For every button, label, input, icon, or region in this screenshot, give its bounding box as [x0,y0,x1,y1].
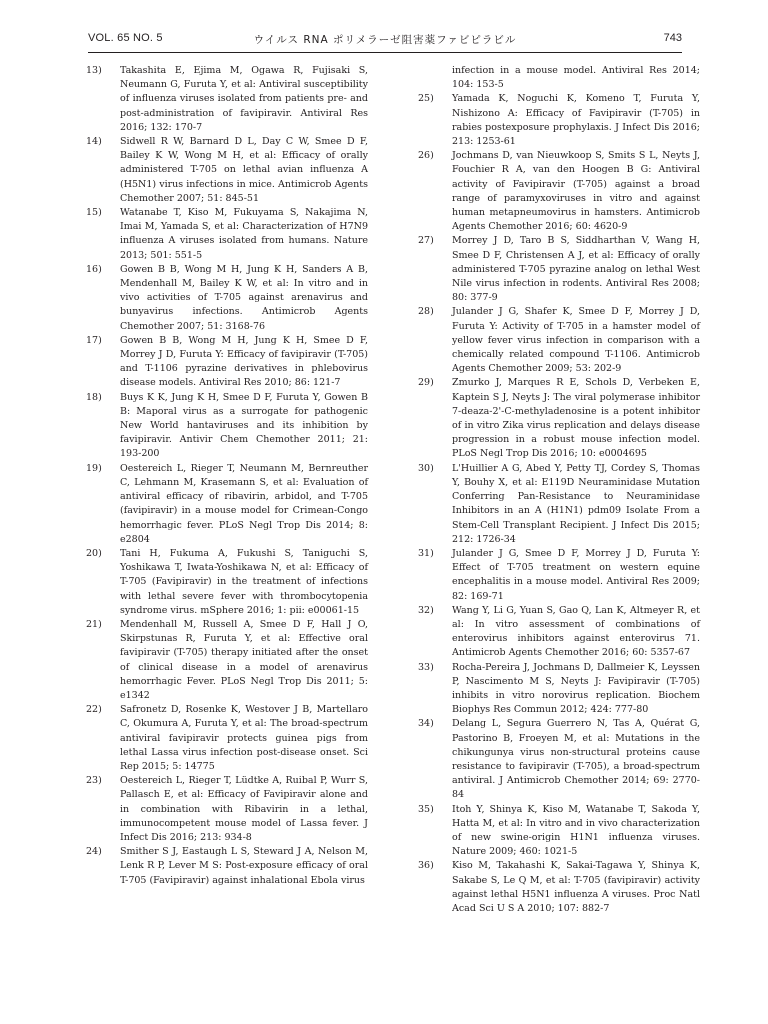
reference-number: 21) [86,618,102,630]
reference-text: Gowen B B, Wong M H, Jung K H, Sanders A B, Mendenhall M, Bailey K W, et al: In vitro and in vivo activities of T-705 against arenavirus and bunyavirus infections. Antimicrob Agents Chemother 2007; 51: 3168-76 [120,263,368,332]
reference-item [418,234,700,305]
reference-item [418,717,700,802]
reference-text: Buys K K, Jung K H, Smee D F, Furuta Y, Gowen B B: Maporal virus as a surrogate for pathogenic New World hantaviruses and its inhibition by favipiravir. Antivir Chem Chemother 2011; 21: 193-200 [120,391,368,460]
reference-number: 19) [86,462,102,474]
reference-item [418,149,700,234]
reference-item [418,376,700,461]
reference-text: L'Huillier A G, Abed Y, Petty TJ, Cordey S, Thomas Y, Bouhy X, et al: E119D Neuraminidase Mutation Conferring Pan-Resistance to Neuraminidase Inhibitors in an A (H1N1) pdm09 Isolate From a Stem-Cell Transplant Recipient. J Infect Dis 2015; 212: 1726-34 [452,462,700,545]
reference-text: Oestereich L, Rieger T, Lüdtke A, Ruibal P, Wurr S, Pallasch E, et al: Efficacy of Favipiravir alone and in combination with Ribavirin in a lethal, immunocompetent mouse model of Lassa fever. J Infect Dis 2016; 213: 934-8 [120,775,368,843]
reference-item [418,803,700,860]
reference-number: 20) [86,547,102,559]
reference-item [86,462,368,547]
reference-number: 34) [418,718,434,730]
reference-item [418,305,700,376]
reference-item [418,92,700,149]
reference-list-right [418,92,700,916]
reference-number: 16) [86,263,102,275]
reference-text: Gowen B B, Wong M H, Jung K H, Smee D F, Morrey J D, Furuta Y: Efficacy of favipiravir (T-705) and T-1106 pyrazine derivatives in phlebovirus disease models. Antiviral Res 2010; 86: 121-7 [120,334,368,389]
reference-number: 33) [418,661,434,673]
reference-item [86,618,368,703]
reference-text: Wang Y, Li G, Yuan S, Gao Q, Lan K, Altmeyer R, et al: In vitro assessment of combinations of enterovirus inhibitors against enterovirus 71. Antimicrob Agents Chemother 2016; 60: 5357-67 [452,604,700,659]
reference-column-left [86,64,368,888]
reference-item [86,845,368,888]
reference-number: 32) [418,604,434,616]
reference-number: 36) [418,860,434,872]
volume-label: VOL. 65 NO. 5 [88,32,163,44]
reference-continuation: infection in a mouse model. Antiviral Res 2014; 104: 153-5 [452,65,700,91]
reference-number: 29) [418,377,434,389]
reference-text: Rocha-Pereira J, Jochmans D, Dallmeier K, Leyssen P, Nascimento M S, Neyts J: Favipiravir (T-705) inhibits in vitro norovirus replication. Biochem Biophys Res Commun 2012; 424: 777-80 [452,661,700,716]
reference-item [418,859,700,916]
reference-text: Watanabe T, Kiso M, Fukuyama S, Nakajima N, Imai M, Yamada S, et al: Characterization of H7N9 influenza A viruses isolated from humans. Nature 2013; 501: 551-5 [120,207,368,261]
reference-item [86,703,368,774]
page-number: 743 [663,32,682,44]
reference-number: 30) [418,462,434,474]
reference-number: 28) [418,306,434,318]
reference-column-right [418,64,700,916]
reference-text: Yamada K, Noguchi K, Komeno T, Furuta Y, Nishizono A: Efficacy of Favipiravir (T-705) in rabies postexposure prophylaxis. J Infect Dis 2016; 213: 1253-61 [452,93,700,148]
reference-number: 18) [86,391,102,403]
reference-text: Takashita E, Ejima M, Ogawa R, Fujisaki S, Neumann G, Furuta Y, et al: Antiviral susceptibility of influenza viruses isolated from patients pre- and post-administration of favipiravir. Antiviral Res 2016; 132: 170-7 [120,65,368,133]
reference-item [86,263,368,334]
reference-number: 13) [86,65,102,76]
reference-text: Smither S J, Eastaugh L S, Steward J A, Nelson M, Lenk R P, Lever M S: Post-exposure efficacy of oral T-705 (Favipiravir) against inhalational Ebola virus [120,846,368,886]
reference-item [418,547,700,604]
reference-item [86,547,368,618]
reference-number: 25) [418,93,434,105]
reference-number: 14) [86,136,102,148]
reference-number: 24) [86,846,102,858]
reference-number: 17) [86,334,102,346]
reference-item [86,206,368,263]
reference-text: Jochmans D, van Nieuwkoop S, Smits S L, Neyts J, Fouchier R A, van den Hoogen B G: Antiviral activity of Favipiravir (T-705) against a broad range of paramyxoviruses in vitro and against human metapneumovirus in hamsters. Antimicrob Agents Chemother 2016; 60: 4620-9 [452,150,700,233]
reference-text: Mendenhall M, Russell A, Smee D F, Hall J O, Skirpstunas R, Furuta Y, et al: Effective oral favipiravir (T-705) therapy initiated after the onset of clinical disease in a model of arenavirus hemorrhagic Fever. PLoS Negl Trop Dis 2011; 5: e1342 [120,618,368,701]
reference-text: Morrey J D, Taro B S, Siddharthan V, Wang H, Smee D F, Christensen A J, et al: Efficacy of orally administered T-705 pyrazine analog on lethal West Nile virus infection in rodents. Antiviral Res 2008; 80: 377-9 [452,235,700,304]
reference-number: 27) [418,235,434,247]
reference-text: Safronetz D, Rosenke K, Westover J B, Martellaro C, Okumura A, Furuta Y, et al: The broad-spectrum antiviral favipiravir protects guinea pigs from lethal Lassa virus infection post-disease onset. Sci Rep 2015; 5: 14775 [120,704,368,772]
reference-number: 35) [418,803,434,815]
reference-item [418,661,700,718]
reference-number: 23) [86,775,102,787]
reference-item [86,774,368,845]
reference-text: Tani H, Fukuma A, Fukushi S, Taniguchi S, Yoshikawa T, Iwata-Yoshikawa N, et al: Efficacy of T-705 (Favipiravir) in the treatment of infections with lethal severe fever with thrombocytopenia syndrome virus. mSphere 2016; 1: pii: e00061-15 [120,547,368,616]
reference-text: Delang L, Segura Guerrero N, Tas A, Quérat G, Pastorino B, Froeyen M, et al: Mutations in the chikungunya virus non-structural proteins cause resistance to favipiravir (T-705), a broad-spectrum antiviral. J Antimicrob Chemother 2014; 69: 2770-84 [452,718,700,801]
reference-text: Sidwell R W, Barnard D L, Day C W, Smee D F, Bailey K W, Wong M H, et al: Efficacy of orally administered T-705 on lethal avian influenza A (H5N1) virus infections in mice. Antimicrob Agents Chemother 2007; 51: 845-51 [120,136,368,204]
running-title: ウイルス RNA ポリメラーゼ阻害薬ファビピラビル [253,34,517,46]
running-header [88,30,682,53]
reference-text: Oestereich L, Rieger T, Neumann M, Bernreuther C, Lehmann M, Krasemann S, et al: Evaluation of antiviral efficacy of ribavirin, arbidol, and T-705 (favipiravir) in a mouse model for Crimean-Congo hemorrhagic fever. PLoS Negl Trop Dis 2014; 8: e2804 [120,462,368,545]
reference-number: 22) [86,704,102,716]
reference-text: Zmurko J, Marques R E, Schols D, Verbeken E, Kaptein S J, Neyts J: The viral polymerase inhibitor 7-deaza-2'-C-methyladenosine is a potent inhibitor of in vitro Zika virus replication and delays disease progression in a robust mouse infection model. PLoS Negl Trop Dis 2016; 10: e0004695 [452,377,700,460]
reference-item [418,604,700,661]
reference-text: Itoh Y, Shinya K, Kiso M, Watanabe T, Sakoda Y, Hatta M, et al: In vitro and in vivo characterization of new swine-origin H1N1 influenza viruses. Nature 2009; 460: 1021-5 [452,803,700,858]
reference-item [86,334,368,391]
reference-item [86,135,368,206]
reference-number: 26) [418,150,434,162]
reference-text: Julander J G, Smee D F, Morrey J D, Furuta Y: Effect of T-705 treatment on western equine encephalitis in a mouse model. Antiviral Res 2009; 82: 169-71 [452,547,700,602]
reference-number: 15) [86,207,102,219]
reference-item [86,64,368,135]
reference-item [86,391,368,462]
reference-text: Julander J G, Shafer K, Smee D F, Morrey J D, Furuta Y: Activity of T-705 in a hamster model of yellow fever virus infection in comparison with a chemically related compound T-1106. Antimicrob Agents Chemother 2009; 53: 202-9 [452,306,700,375]
reference-text: Kiso M, Takahashi K, Sakai-Tagawa Y, Shinya K, Sakabe S, Le Q M, et al: T-705 (favipiravir) activity against lethal H5N1 influenza A viruses. Proc Natl Acad Sci U S A 2010; 107: 882-7 [452,860,700,914]
reference-item [418,462,700,547]
reference-number: 31) [418,547,434,559]
